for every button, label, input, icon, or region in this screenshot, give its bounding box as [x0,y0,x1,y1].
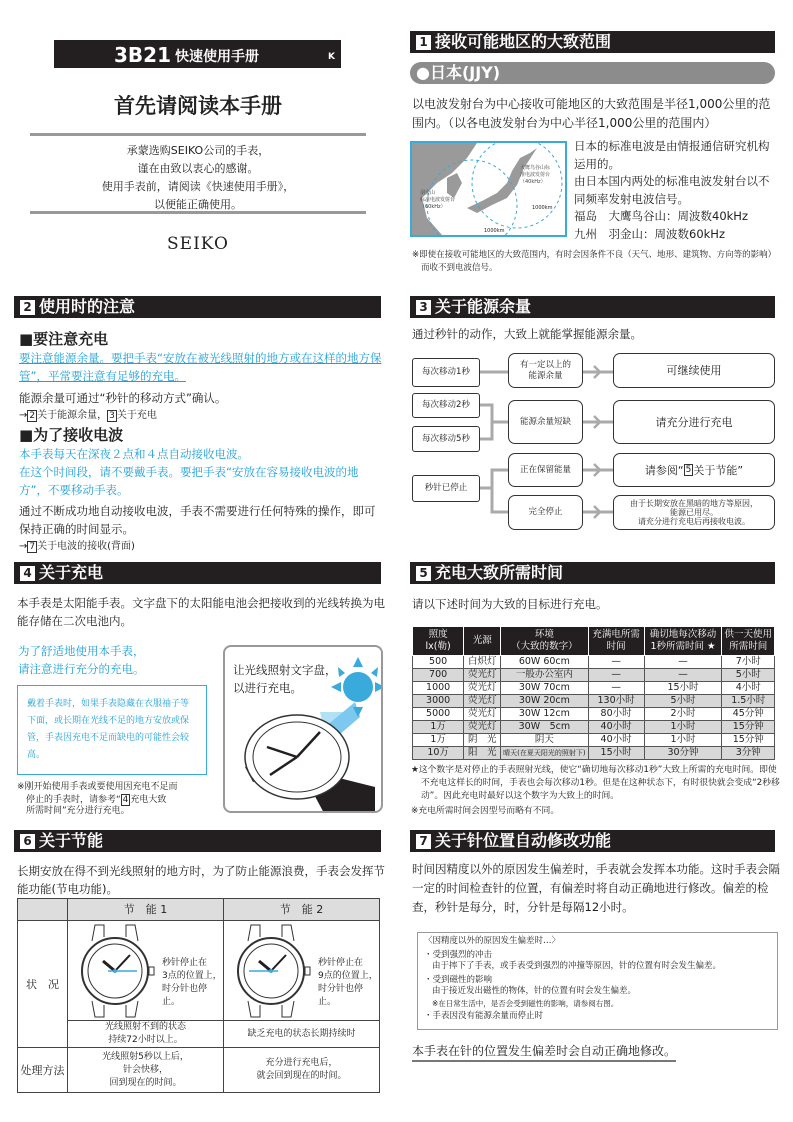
table-row [18,899,380,921]
label: （60kHz） [420,204,446,210]
ref-number[interactable]: 7 [29,542,36,552]
line: 3点的位置上， [162,971,222,981]
flow-low: 能源余量短缺 [508,400,583,444]
section-title: 充电大致所需时间 [435,563,564,582]
bullet: ・受到强烈的冲击 [424,949,493,960]
table-cell: 5000 [413,708,464,721]
section-number: 6 [20,834,35,849]
flow-see-energy-saving [613,453,775,487]
intro-line: 使用手表前，请阅读《快速使用手册》， [101,180,295,193]
col-header [722,627,775,656]
row-header: 处理方法 [18,1048,68,1093]
line: 秒针停止在 [162,958,208,968]
mode1-desc [162,957,223,1009]
label: （40kHz） [520,179,546,185]
table-cell: 5小时 [644,695,722,708]
mode2-desc [318,957,379,1009]
intro-line: 谨在由致以衷心的感谢。 [137,162,259,175]
header-line: 时间 [606,641,626,652]
intro-line: 以便能正确使用。 [154,198,242,211]
line: 光线照射不到的状态 [104,1022,186,1032]
col-header: 节 能 2 [224,899,380,921]
paragraph: 通过不断成功地自动接收电波，手表不需要进行任何特殊的操作，即可保持正确的时间显示。 [19,504,376,536]
map-radius: 1000km [484,228,505,234]
ref-text: 关于电波的接收(背面) [37,541,135,552]
range-note: ※即使在接收可能地区的大致范围内，有时会因条件不良（天气、地形、建筑物、方向等的影响）而收不到电波信号。 [412,250,777,273]
table-row [413,669,775,682]
col-header [644,627,722,656]
line: 充分进行充电后， [265,1058,338,1068]
section-title: 关于能源余量 [435,297,532,316]
section-title: 关于充电 [39,563,104,582]
flow-depleted [613,495,775,530]
text: 由于长期安放在黑暗的地方等原因， [630,499,758,508]
line: 针会快移， [122,1064,168,1075]
line [17,794,217,807]
section-4-text: 本手表是太阳能手表。文字盘下的太阳能电池会把接收到的光线转换为电能存储在二次电池内。 [17,596,385,628]
col-header: 节 能 1 [68,899,224,921]
label: 羽金山 [420,190,436,196]
charging-time-table [412,626,775,760]
table-cell: 荧光灯 [464,695,501,708]
bullet-desc: 由于摔下了手表，或手表受到强烈的冲撞等原因，针的位置有时会发生偏差。 [432,961,722,971]
table-cell: 45分钟 [722,708,775,721]
line: 9点的位置上， [318,971,378,981]
charge-warning-box: 戴着手表时，如果手表隐藏在衣服袖子等下面，或长期在光线不足的地方安放或保管，手表因充电不足而缺电的可能性会较高。 [17,685,207,775]
mode1-condition [68,1021,224,1048]
reception-warning: 在这个时间段，请不要戴手表。要把手表“安放在容易接收电波的地方”，不要移动手表。 [19,465,359,497]
table-cell: 60W 60cm [501,656,588,669]
table-cell: 30W 70cm [501,682,588,695]
table-cell: — [588,682,644,695]
table-cell: 荧光灯 [464,669,501,682]
deviation-causes-box [417,932,778,1030]
section-title: 关于节能 [39,831,104,850]
section-4-header [14,562,381,584]
section-6-header [14,830,381,852]
table-cell: 3分钟 [722,747,775,760]
section-title: 关于针位置自动修改功能 [435,831,612,850]
section-title: 接收可能地区的大致范围 [435,32,612,51]
table-cell: 1小时 [644,734,722,747]
table-row [413,656,775,669]
table-row [413,682,775,695]
section-5-header [410,562,775,584]
table-cell: 10万 [413,747,464,760]
ref-number[interactable]: 4 [122,794,129,805]
table-cell: 5小时 [722,669,775,682]
table-cell: 15小时 [644,682,722,695]
section-5-text: 请以下述时间为大致的目标进行充电。 [412,597,608,611]
label: 标准电波发射台 [420,197,456,203]
bullet-note: ※在日常生活中，是否会受到磁性的影响，请参阅右图。 [432,998,619,1008]
flow-sufficient: 有一定以上的能源余量 [508,353,583,388]
line: 以进行充电。 [233,681,302,695]
energy-saving-table [17,898,380,1093]
text: 关于节能” [693,463,744,477]
range-text: 以电波发射台为中心接收可能地区的大致范围是半径1,000公里的范围内。（以各电波发射台为中心半径1,000公里的范围内） [412,97,771,130]
text: 请充分进行充电后再接收电波。 [638,517,750,526]
table-cell: 7小时 [722,656,775,669]
manual-title: 快速使用手册 [175,49,259,65]
bullet: ・手表因没有能源余量而停止时 [424,1011,544,1021]
label: 准电波发射台 [520,172,551,178]
table-cell: 700 [413,669,464,682]
table-cell: 2小时 [644,708,722,721]
corner-letter: K [328,52,335,62]
flow-charge: 请充分进行充电 [613,400,775,444]
mode2-cell [224,921,380,1021]
table-row [18,1048,380,1093]
section-number: 7 [416,834,431,849]
line: 就会回到现在的时间。 [256,1071,347,1081]
table-cell: 30W 20cm [501,695,588,708]
seiko-logo: SEIKO [167,234,229,254]
table-row [413,708,775,721]
ref-text: 关于能源余量， [37,410,108,421]
section-number: 5 [416,566,431,581]
side-line: 九州 羽金山：周波数60kHz [574,226,725,241]
text: 充电大致 [130,794,167,805]
flow-move-2s: 每次移动2秒 [412,393,480,418]
section-number: 3 [416,300,431,315]
bullet: ・受到磁性的影响 [424,974,493,985]
table-cell: — [588,669,644,682]
line: 回到现在的时间。 [109,1077,182,1088]
header-line: 照度 [428,629,448,640]
map-radius: 1000km [532,205,553,211]
charge-warning: 要注意能源余量。要把手表“安放在被光线照射的地方或在这样的地方保管”，平常要注意有足够的充电。 [19,351,382,383]
flow-saving: 正在保留能量 [508,453,583,487]
section-number: 4 [20,566,35,581]
table-cell: 1万 [413,734,464,747]
side-line: 福岛 大鹰鸟谷山：周波数40kHz [574,209,748,223]
table-cell: 80小时 [588,708,644,721]
table-cell: 4小时 [722,682,775,695]
line: 让光线照射文字盘， [233,663,337,677]
line: 光线照射5秒以上后， [102,1051,189,1062]
section-6-text: 长期安放在得不到光线照射的地方时，为了防止能源浪费，手表会发挥节能功能(节电功能)。 [17,864,385,896]
side-line: 由日本国内两处的标准电波发射台以不同频率发射电波信号。 [574,174,770,206]
arrow: → [19,541,28,552]
table-cell: 晴天(在夏天阳光的照射下) [501,747,588,760]
star-note: ★这个数字是对停止的手表照射光线，使它“确切地每次移动1秒”大致上所需的充电时间。即使不充电这样长的时间，手表也会每次移动1秒。但是在这种状态下，有时很快就会变成“2秒移动”。因此充电时最好以这个数字为大致上的时间。 [411,765,780,801]
table-cell: 荧光灯 [464,682,501,695]
col-header [413,627,464,656]
section-number: 2 [20,300,35,315]
header-line: 环境 [534,629,554,640]
table-cell: 1小时 [644,721,722,734]
header-line: （大致的数字） [511,641,578,652]
label: 大鹰鸟谷山标 [520,165,551,171]
flow-move-5s: 每次移动5秒 [412,426,480,452]
intro-line: 承蒙选购SEIKO公司的手表， [126,144,270,157]
table-cell: 15分钟 [722,734,775,747]
line: 请注意进行充分的充电。 [18,662,145,676]
table-cell: 40小时 [588,721,644,734]
subheading: ■为了接收电波 [19,426,124,444]
table-cell: 40小时 [588,734,644,747]
box-heading: 〈因精度以外的原因发生偏差时…〉 [424,936,561,946]
mode2-condition: 缺乏充电的状态长期持续时 [224,1021,380,1048]
table-cell: — [588,656,644,669]
text: 停止的手表时，请参考“ [26,794,121,805]
section-3-text: 通过秒针的动作，大致上就能掌握能源余量。 [412,327,642,341]
table-row [18,1021,380,1048]
table-header-row [413,627,775,656]
col-header [588,627,644,656]
arrow: → [19,410,28,421]
ref-text: 关于充电 [116,410,157,421]
header-line: 光源 [472,635,492,646]
charge-illustration [223,645,383,813]
row-header: 状 况 [18,921,68,1048]
line: 持续72小时以上。 [108,1035,183,1045]
header-line: 所需时间 [729,641,768,652]
table-cell: — [644,669,722,682]
table-cell: 15分钟 [722,721,775,734]
table-row [413,734,775,747]
flow-full-stop: 完全停止 [508,495,583,530]
flow-continue: 可继续使用 [613,353,775,388]
section-7-header [410,830,775,852]
flow-stopped: 秒针已停止 [412,475,480,502]
mode1-cell [68,921,224,1021]
watch-hands-9oclock-icon [226,923,316,1019]
text: 请参阅“ [644,463,684,477]
line: 为了舒适地使用本手表， [18,644,145,658]
table-cell: 1万 [413,721,464,734]
table-row [413,695,775,708]
side-line: 日本的标准电波是由情报通信研究机构运用的。 [574,139,770,171]
table-row [413,747,775,760]
table-cell: 500 [413,656,464,669]
col-header [464,627,501,656]
section-number: 1 [416,35,431,50]
header-line: 1秒所需时间 ★ [650,641,716,652]
table-cell: 30W 5cm [501,721,588,734]
table-cell: 一般办公室内 [501,669,588,682]
header-line: 充满电所需 [592,629,640,640]
first-use-note [17,782,217,818]
corner-cell [18,899,68,921]
mode2-remedy [224,1048,380,1093]
paragraph: 能源余量可通过“秒针的移动方式”确认。 [19,391,227,405]
table-cell: 1000 [413,682,464,695]
table-cell: 15小时 [588,747,644,760]
section-7-text: 时间因精度以外的原因发生偏差时，手表就会发挥本功能。这时手表会隔一定的时间检查针的位置，有偏差时将自动正确地进行修改。偏差的检查，秒针是每分，时，分针是每隔12小时。 [412,862,780,914]
illus-caption [233,661,337,697]
flow-move-1s: 每次移动1秒 [412,358,480,387]
table-row [413,721,775,734]
bullet-desc: 由于接近发出磁性的物体，针的位置有时会发生偏差。 [432,986,637,996]
subheading: ■要注意充电 [19,330,109,348]
table-cell: 30W 12cm [501,708,588,721]
model-note: ※充电所需时间会因型号而略有不同。 [411,806,560,816]
main-title: 首先请阅读本手册 [114,94,282,118]
reception-note: 本手表每天在深夜２点和４点自动接收电波。 [19,447,249,461]
table-cell: 荧光灯 [464,708,501,721]
line: 所需时间”充分进行充电。 [26,806,130,816]
ref-number[interactable]: 5 [685,465,692,475]
table-cell: 荧光灯 [464,721,501,734]
table-cell: 阳 光 [464,747,501,760]
watch-hands-3oclock-icon [70,923,160,1019]
header-line: 供一天使用 [724,629,772,640]
section-title: 使用时的注意 [39,297,136,316]
table-cell: 白炽灯 [464,656,501,669]
ref-number[interactable]: 3 [109,411,115,421]
table-cell: 3000 [413,695,464,708]
mode1-remedy [68,1048,224,1093]
ref-number[interactable]: 2 [29,411,36,421]
line: ※刚开始使用手表或要使用因充电不足而 [17,782,178,792]
model-number: 3B21 [114,43,171,67]
table-cell: 30分钟 [644,747,722,760]
line: 秒针停止在 [318,958,364,968]
region-pill: ●日本(JJY) [410,62,775,84]
col-header [501,627,588,656]
text: 能源已用尽。 [670,508,718,517]
conclusion: 本手表在针的位置发生偏差时会自动正确地修改。 [412,1042,676,1062]
charge-tip [18,642,145,678]
table-cell: — [644,656,722,669]
line: 时分针也停止。 [318,984,364,1007]
table-cell: 阴天 [501,734,588,747]
table-cell: 阴 光 [464,734,501,747]
header-line: 确切地每次移动 [649,629,717,640]
line: 时分针也停止。 [162,984,208,1007]
table-cell: 130小时 [588,695,644,708]
table-cell: 1.5小时 [722,695,775,708]
table-row [18,921,380,1021]
header-line: lx(勒) [425,641,451,652]
